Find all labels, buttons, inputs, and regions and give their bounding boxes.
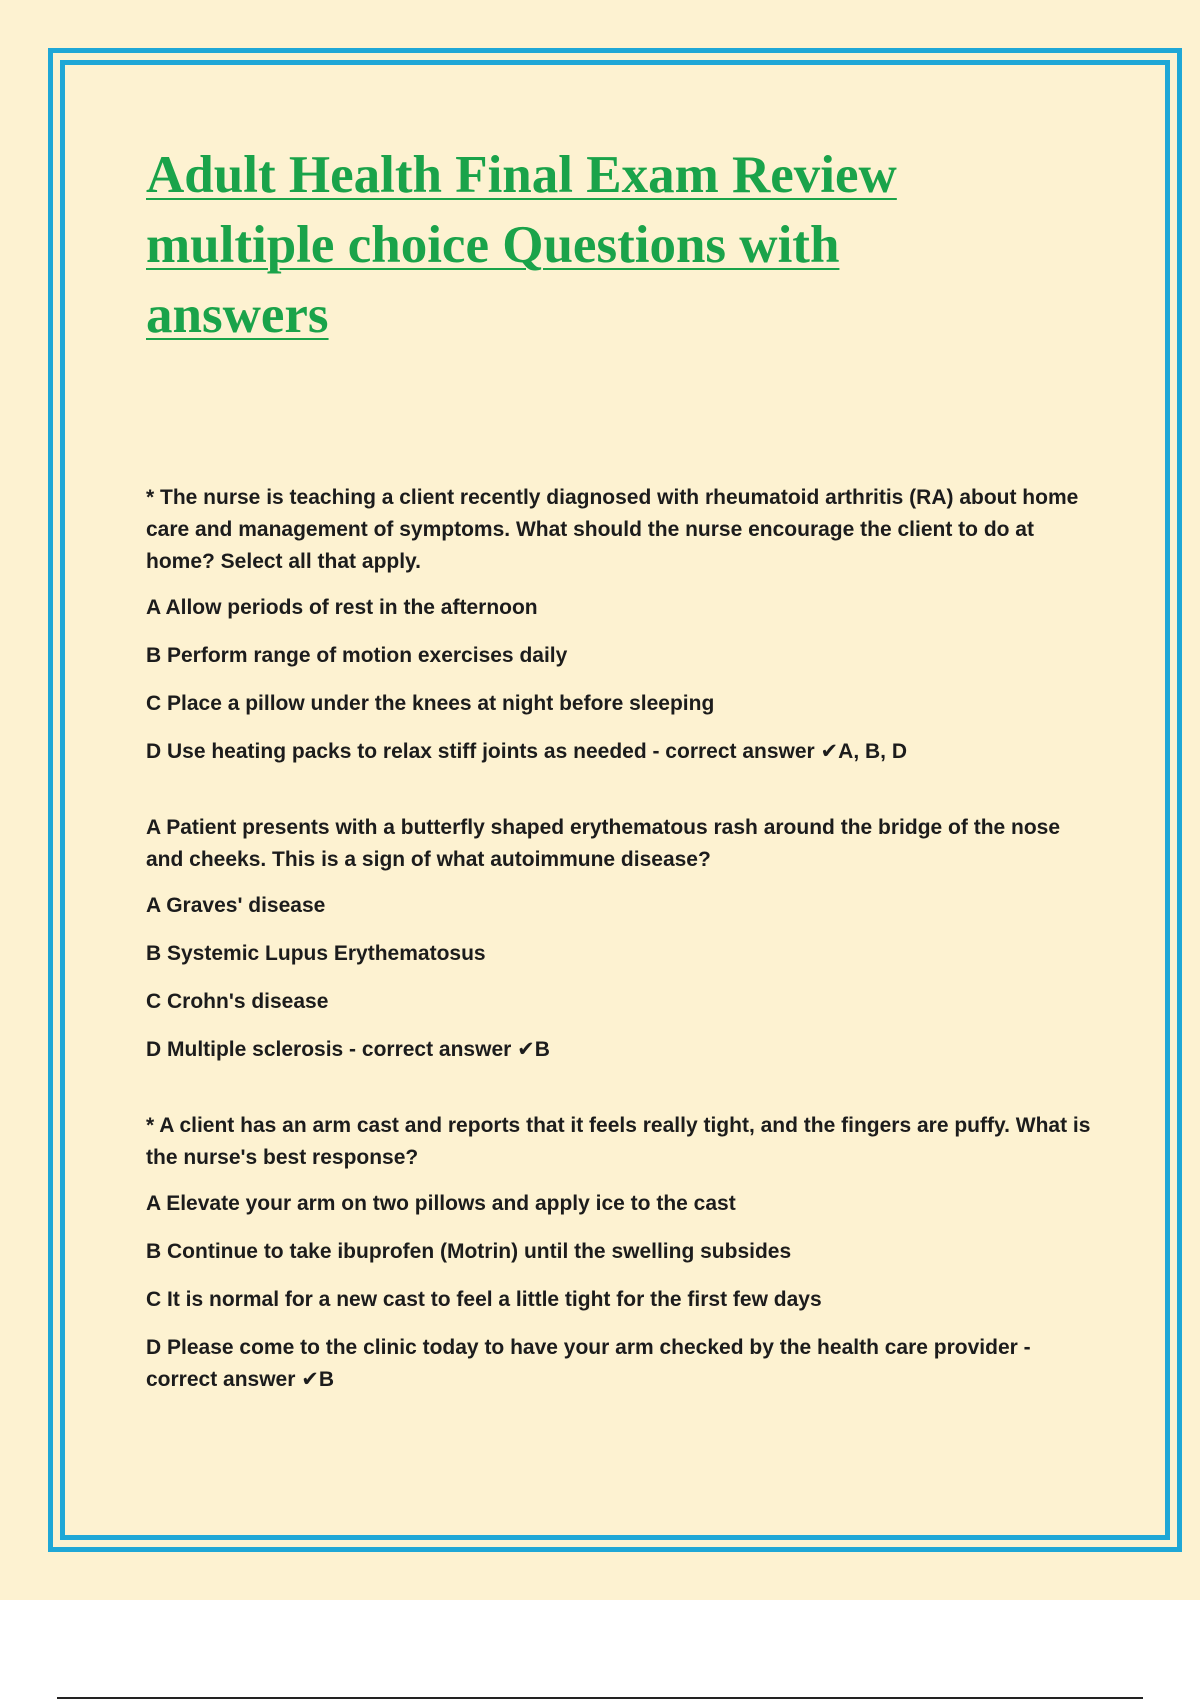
answer-option-d: D Multiple sclerosis - correct answer ✔B xyxy=(146,1038,550,1061)
answer-option-c: C Place a pillow under the knees at night before sleeping xyxy=(146,692,715,715)
answer-option-b: B Perform range of motion exercises daily xyxy=(146,644,568,667)
question-2 xyxy=(146,812,1096,1066)
document-title xyxy=(146,140,1096,350)
answer-option-a: A Graves' disease xyxy=(146,894,326,917)
question-stem: * The nurse is teaching a client recently diagnosed with rheumatoid arthritis (RA) about home care and management of symptoms. What should the nurse encourage the client to do at home? Select all that apply. xyxy=(146,486,1079,573)
answer-option-a: A Elevate your arm on two pillows and apply ice to the cast xyxy=(146,1192,736,1215)
answer-option-c: C Crohn's disease xyxy=(146,990,329,1013)
answer-option-d: D Use heating packs to relax stiff joints as needed - correct answer ✔A, B, D xyxy=(146,740,907,763)
question-3 xyxy=(146,1110,1096,1396)
document-content xyxy=(146,140,1096,1440)
question-stem: * A client has an arm cast and reports that it feels really tight, and the fingers are puffy. What is the nurse's best response? xyxy=(146,1114,1091,1169)
answer-option-d: D Please come to the clinic today to have your arm checked by the health care provider - correct answer ✔B xyxy=(146,1336,1031,1391)
title-line-3: answers xyxy=(146,286,329,344)
question-list xyxy=(146,482,1096,1396)
title-line-1: Adult Health Final Exam Review xyxy=(146,146,897,204)
question-stem: A Patient presents with a butterfly shaped erythematous rash around the bridge of the nose and cheeks. This is a sign of what autoimmune disease? xyxy=(146,816,1061,871)
question-1 xyxy=(146,482,1096,768)
answer-option-b: B Systemic Lupus Erythematosus xyxy=(146,942,486,965)
answer-option-a: A Allow periods of rest in the afternoon xyxy=(146,596,538,619)
answer-option-c: C It is normal for a new cast to feel a little tight for the first few days xyxy=(146,1288,822,1311)
answer-option-b: B Continue to take ibuprofen (Motrin) until the swelling subsides xyxy=(146,1240,792,1263)
footer-divider xyxy=(57,1697,1143,1699)
title-line-2: multiple choice Questions with xyxy=(146,216,840,274)
